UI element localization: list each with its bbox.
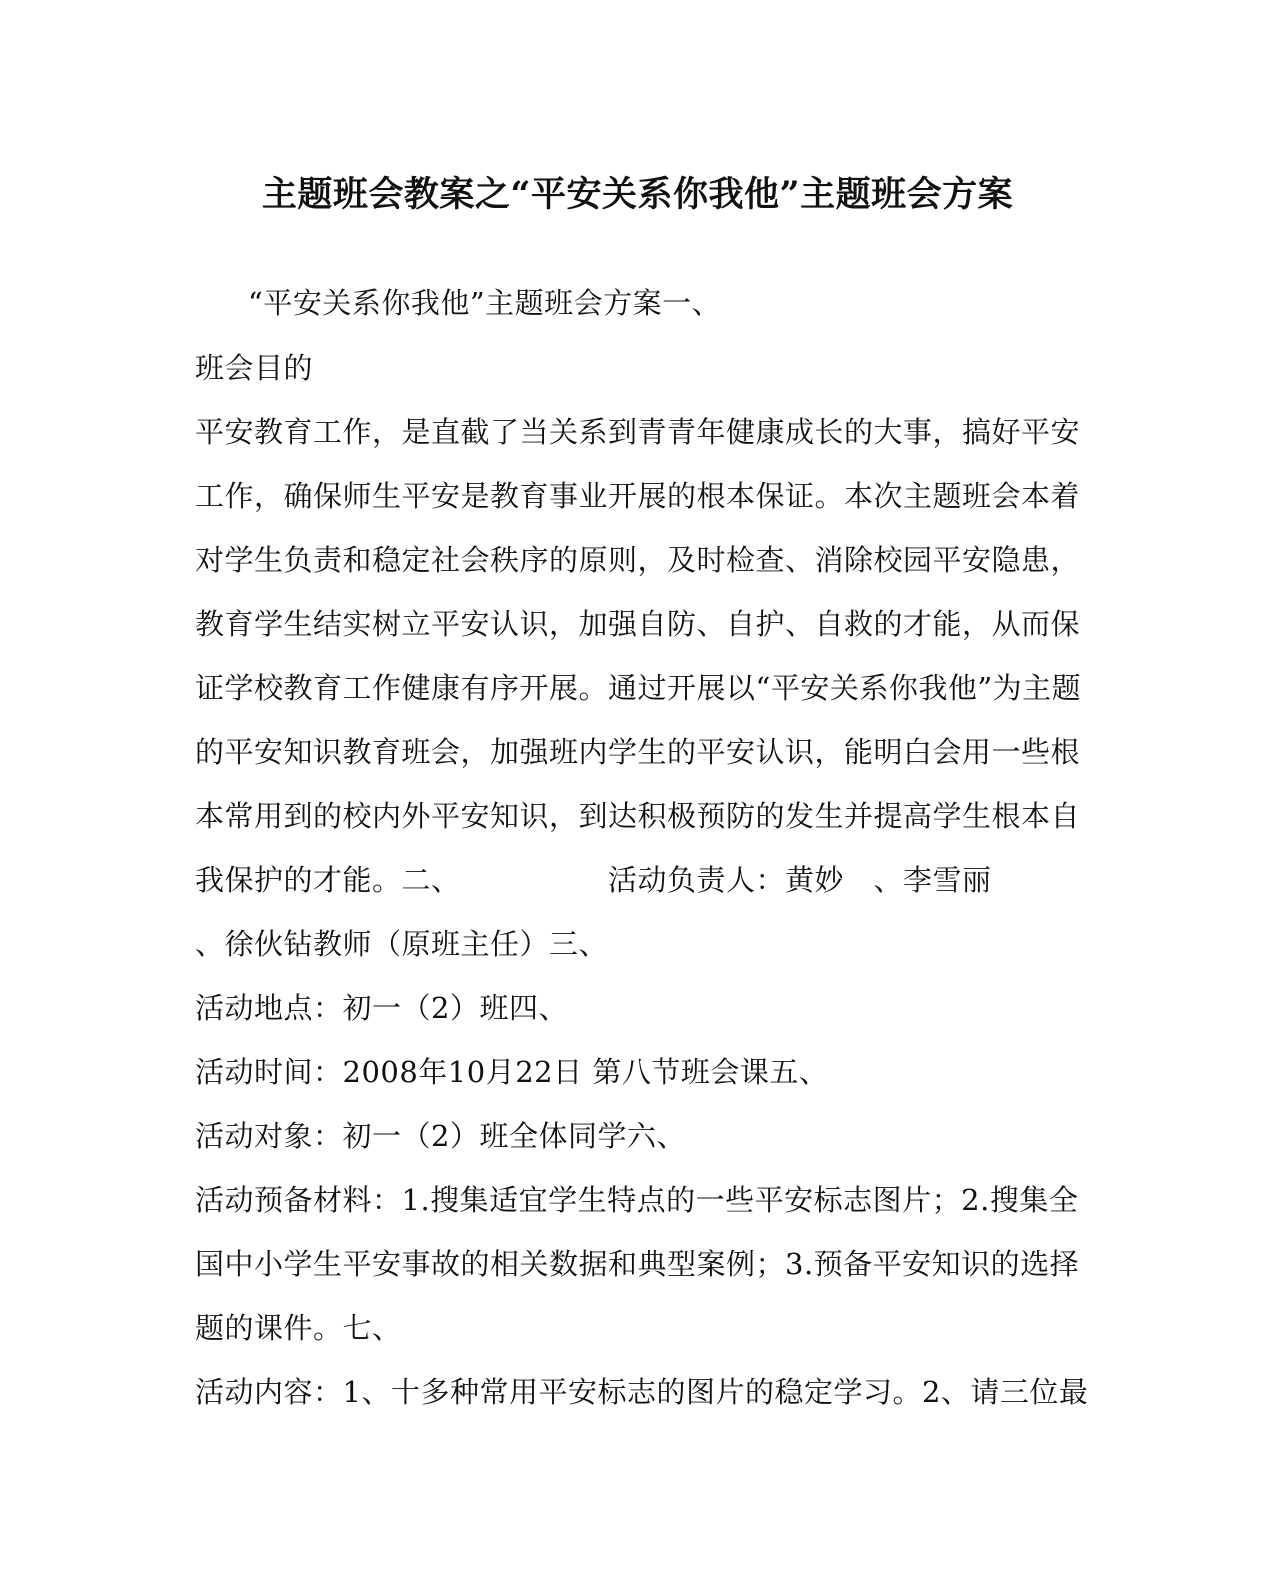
document-title: 主题班会教案之“平安关系你我他”主题班会方案 [261, 174, 1014, 215]
paragraph-line: 工作，确保师生平安是教育事业开展的根本保证。本次主题班会本着 [195, 479, 1081, 513]
paragraph-line: 教育学生结实树立平安认识，加强自防、自护、自救的才能，从而保 [195, 607, 1081, 641]
paragraph-line: 本常用到的校内外平安知识，到达积极预防的发生并提高学生根本自 [195, 799, 1081, 833]
responsible-persons-line: 活动负责人：黄妙 、李雪丽 [608, 863, 992, 897]
paragraph-line: 题的课件。七、 [195, 1311, 402, 1345]
content-line: 活动内容：1、十多种常用平安标志的图片的稳定学习。2、请三位最 [195, 1375, 1089, 1409]
audience-line: 活动对象：初一（2）班全体同学六、 [195, 1119, 686, 1153]
paragraph-line: 我保护的才能。二、 [195, 863, 461, 897]
paragraph-line: 平安教育工作，是直截了当关系到青青年健康成长的大事，搞好平安 [195, 415, 1081, 449]
materials-line: 活动预备材料：1.搜集适宜学生特点的一些平安标志图片；2.搜集全 [195, 1183, 1079, 1217]
paragraph-line: “平安关系你我他”主题班会方案一、 [248, 286, 722, 320]
paragraph-line: 、徐伙钻教师（原班主任）三、 [195, 927, 609, 961]
paragraph-line: 对学生负责和稳定社会秩序的原则，及时检查、消除校园平安隐患， [195, 543, 1081, 577]
paragraph-line: 国中小学生平安事故的相关数据和典型案例；3.预备平安知识的选择 [195, 1247, 1080, 1281]
section-heading: 班会目的 [195, 351, 314, 385]
time-line: 活动时间：2008年10月22日 第八节班会课五、 [195, 1055, 829, 1089]
location-line: 活动地点：初一（2）班四、 [195, 991, 568, 1025]
paragraph-line: 的平安知识教育班会，加强班内学生的平安认识，能明白会用一些根 [195, 735, 1081, 769]
paragraph-line: 证学校教育工作健康有序开展。通过开展以“平安关系你我他”为主题 [195, 671, 1082, 705]
